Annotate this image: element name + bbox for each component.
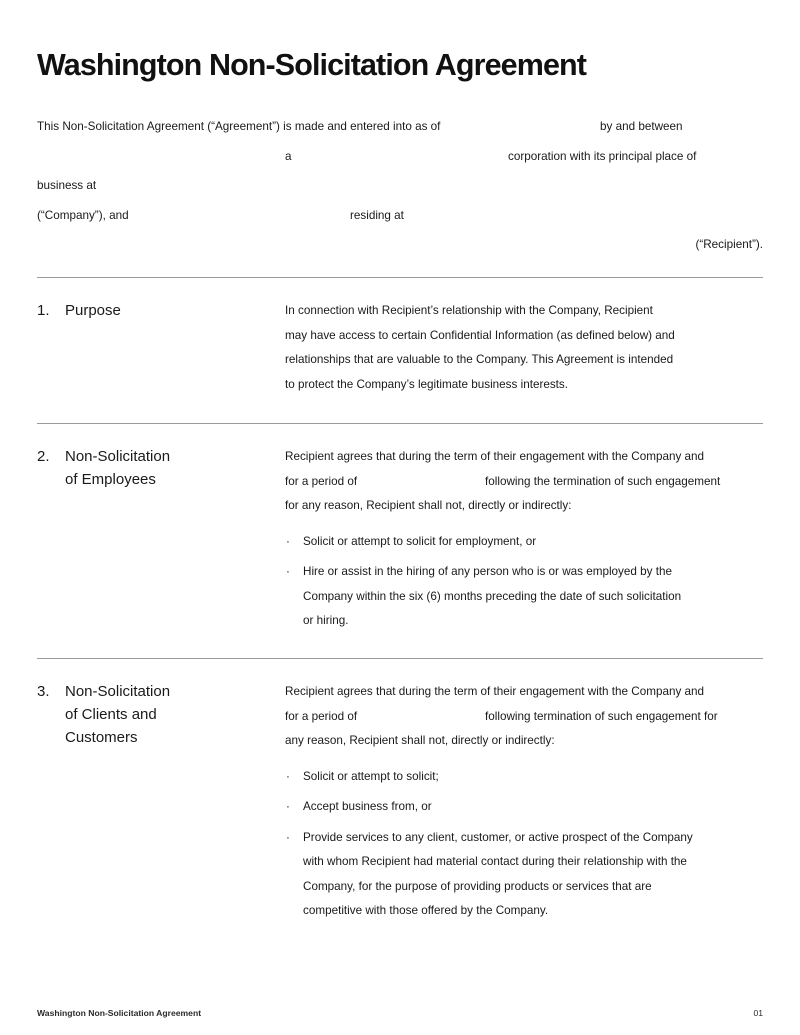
- paragraph-line: [285, 373, 763, 398]
- paragraph-line-text: Recipient agrees that during the term of their engagement with the Company and: [285, 685, 705, 698]
- bullet-icon: ·: [286, 800, 290, 813]
- list-item: [285, 826, 763, 924]
- list-item: [285, 560, 763, 634]
- list-item: [285, 795, 763, 820]
- section-2: [37, 423, 763, 634]
- paragraph-line-text: to protect the Company’s legitimate business interests.: [285, 377, 569, 391]
- paragraph-line-text: Recipient agrees that during the term of their engagement with the Company and: [285, 450, 705, 463]
- section-2-bullet-list: [285, 530, 763, 634]
- intro-line-5-text-a: (“Recipient”).: [695, 238, 763, 251]
- paragraph-line: [285, 445, 763, 470]
- page-title: Washington Non-Solicitation Agreement: [37, 48, 587, 83]
- section-1-number: 1.: [37, 302, 50, 319]
- list-item-line: Solicit or attempt to solicit;: [303, 769, 439, 783]
- section-3-number: 3.: [37, 683, 50, 700]
- section-2-heading: [37, 445, 267, 491]
- paragraph-line-text-b: following the termination of such engagement: [485, 474, 721, 488]
- intro-line-3: [37, 171, 763, 201]
- list-item-text: [303, 765, 763, 790]
- section-2-title-line-2: of Employees: [65, 471, 156, 488]
- intro-line-1: [37, 112, 763, 142]
- list-item-line: Company, for the purpose of providing products or services that are: [303, 879, 652, 893]
- section-3: [37, 658, 763, 924]
- paragraph-line: [285, 494, 763, 519]
- intro-line-2: [37, 142, 763, 172]
- section-3-title-line-2: of Clients and: [65, 706, 157, 723]
- section-2-content: [285, 445, 763, 634]
- list-item-text: [303, 826, 763, 924]
- intro-line-2-text-a: a: [285, 149, 292, 163]
- paragraph-line: [285, 299, 763, 324]
- section-1-title-line-1: Purpose: [65, 302, 121, 319]
- list-item-text: [303, 795, 763, 820]
- section-2-title: [65, 445, 267, 491]
- section-2-title-line-1: Non-Solicitation: [65, 448, 171, 465]
- intro-line-4-text-b: residing at: [350, 208, 404, 222]
- paragraph-line: [285, 348, 763, 373]
- section-3-bullet-list: [285, 765, 763, 924]
- list-item-line: Solicit or attempt to solicit for employment, or: [303, 534, 537, 548]
- section-3-title-line-1: Non-Solicitation: [65, 683, 171, 700]
- list-item: [285, 530, 763, 555]
- intro-line-1-text-a: This Non-Solicitation Agreement (“Agreement”) is made and entered into as of: [37, 120, 441, 133]
- intro-line-2-text-b: corporation with its principal place of: [508, 149, 697, 163]
- intro-line-4: [37, 201, 763, 231]
- paragraph-line-text: In connection with Recipient’s relationship with the Company, Recipient: [285, 304, 653, 317]
- paragraph-line-text: may have access to certain Confidential Information (as defined below) and: [285, 328, 675, 342]
- list-item: [285, 765, 763, 790]
- list-item-text: [303, 560, 763, 634]
- paragraph-line-text-a: for a period of: [285, 709, 358, 723]
- bullet-icon: ·: [286, 534, 290, 548]
- paragraph-line: [285, 680, 763, 705]
- section-1: [37, 277, 763, 397]
- bullet-icon: ·: [286, 565, 290, 578]
- bullet-icon: ·: [286, 769, 290, 783]
- intro-line-5: [37, 230, 763, 260]
- section-3-title: [65, 680, 267, 749]
- list-item-line: Company within the six (6) months preceding the date of such solicitation: [303, 589, 682, 603]
- section-1-content: [285, 299, 763, 397]
- section-1-title: [65, 299, 267, 322]
- paragraph-line: [285, 324, 763, 349]
- paragraph-line-text: for any reason, Recipient shall not, directly or indirectly:: [285, 499, 572, 512]
- list-item-line: Provide services to any client, customer, or active prospect of the Company: [303, 830, 693, 844]
- section-3-content: [285, 680, 763, 924]
- bullet-icon: ·: [286, 830, 290, 844]
- intro-line-1-text-b: by and between: [600, 120, 683, 133]
- intro-paragraph: [37, 112, 763, 260]
- section-3-heading: [37, 680, 267, 749]
- list-item-line: Accept business from, or: [303, 800, 432, 813]
- intro-line-3-text-a: business at: [37, 179, 97, 192]
- list-item-line: Hire or assist in the hiring of any person who is or was employed by the: [303, 565, 672, 578]
- list-item-text: [303, 530, 763, 555]
- section-1-heading: [37, 299, 267, 322]
- paragraph-line-with-blank: [285, 705, 763, 730]
- section-2-paragraph: [285, 445, 763, 519]
- paragraph-line: [285, 729, 763, 754]
- section-1-paragraph: [285, 299, 763, 397]
- section-3-paragraph: [285, 680, 763, 754]
- paragraph-line-text: relationships that are valuable to the Company. This Agreement is intended: [285, 353, 674, 366]
- section-3-title-line-3: Customers: [65, 729, 138, 746]
- footer-document-title: Washington Non-Solicitation Agreement: [37, 1008, 202, 1018]
- list-item-line: competitive with those offered by the Company.: [303, 904, 549, 917]
- intro-line-4-text-a: (“Company”), and: [37, 208, 129, 222]
- list-item-line: with whom Recipient had material contact during their relationship with the: [303, 855, 687, 868]
- paragraph-line-text-b: following termination of such engagement for: [485, 709, 718, 723]
- list-item-line: or hiring.: [303, 614, 349, 627]
- section-2-number: 2.: [37, 448, 50, 465]
- paragraph-line-text-a: for a period of: [285, 474, 358, 488]
- paragraph-line-with-blank: [285, 470, 763, 495]
- footer-page-number: 01: [753, 1008, 763, 1018]
- paragraph-line-text: any reason, Recipient shall not, directly or indirectly:: [285, 734, 555, 747]
